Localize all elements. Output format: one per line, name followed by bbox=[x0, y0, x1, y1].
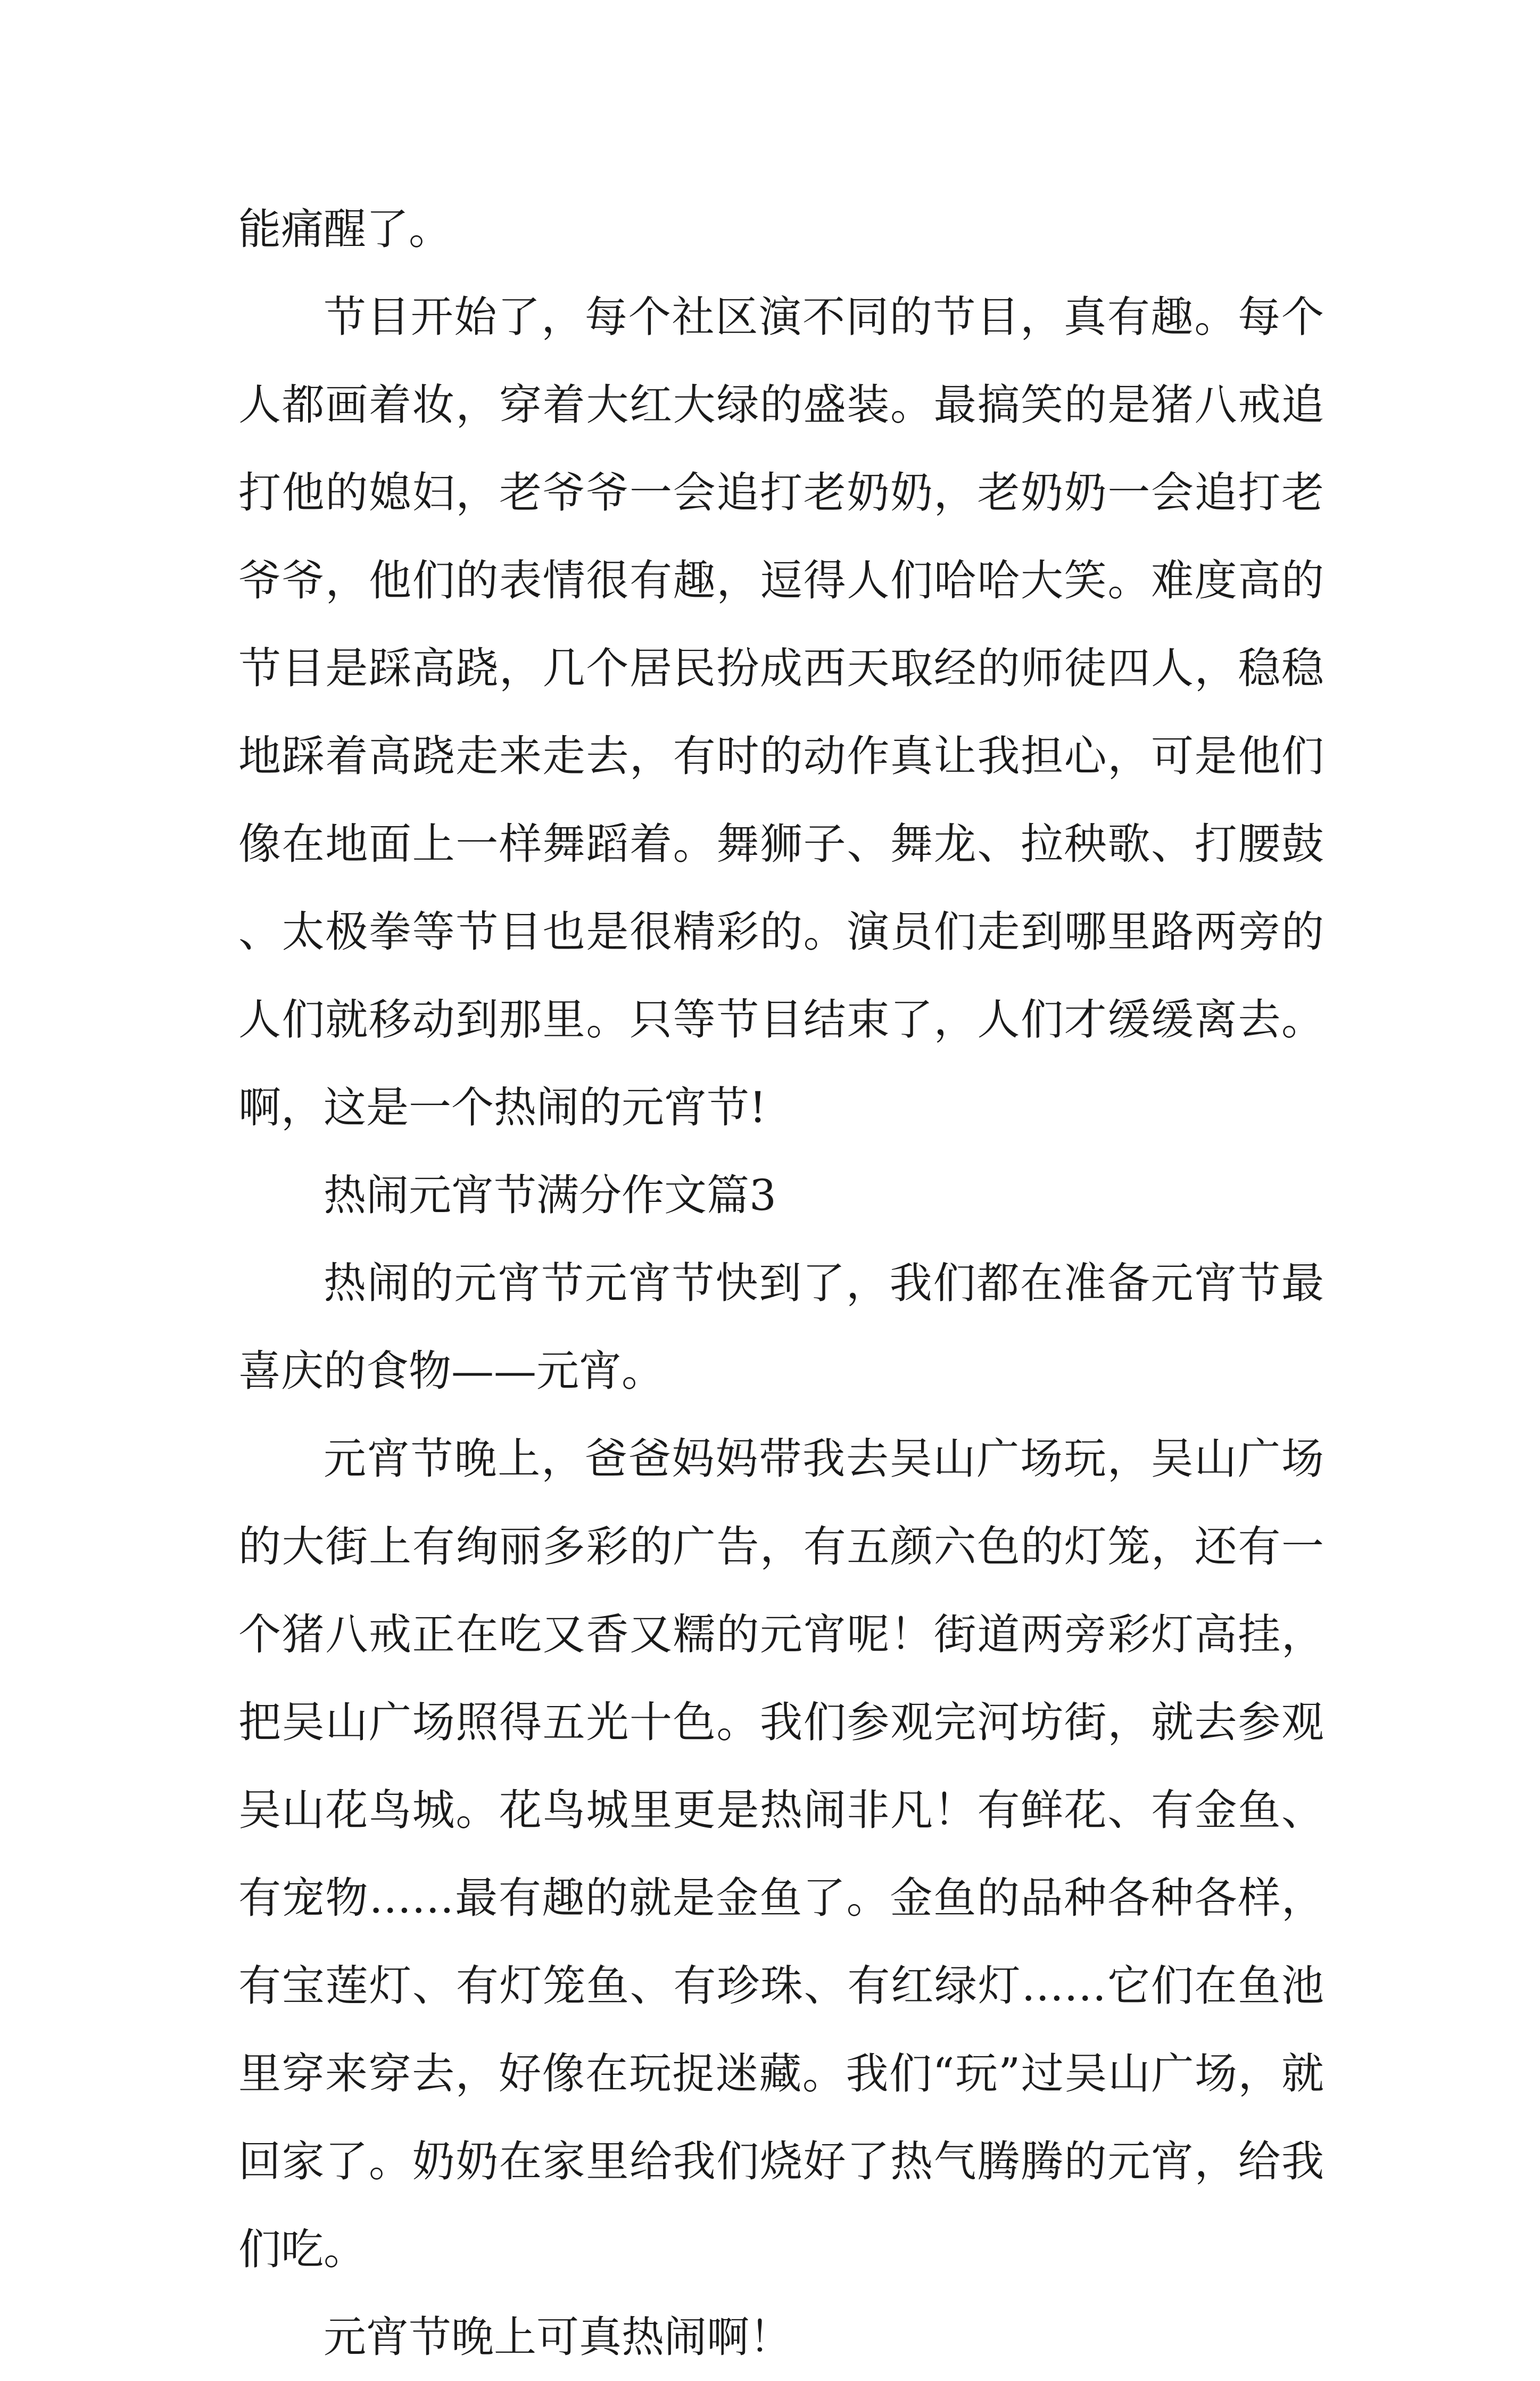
paragraph-evening: 元宵节晚上，爸爸妈妈带我去吴山广场玩，吴山广场的大街上有绚丽多彩的广告，有五颜六色的灯笼，还有一个猪八戒正在吃又香又糯的元宵呢！街道两旁彩灯高挂，把吴山广场照得五光十色。我们参观完河坊街，就去参观吴山花鸟城。花鸟城里更是热闹非凡！有鲜花、有金鱼、有宠物……最有趣的就是金鱼了。金鱼的品种各种各样，有宝莲灯、有灯笼鱼、有珍珠、有红绿灯……它们在鱼池里穿来穿去，好像在玩捉迷藏。我们“玩”过吴山广场，就回家了。奶奶在家里给我们烧好了热气腾腾的元宵，给我们吃。 bbox=[238, 1434, 1324, 2274]
paragraph-intro: 热闹的元宵节元宵节快到了，我们都在准备元宵节最喜庆的食物——元宵。 bbox=[238, 1258, 1324, 1396]
section-heading: 热闹元宵节满分作文篇3 bbox=[324, 1171, 776, 1220]
document-body bbox=[238, 185, 1324, 2381]
paragraph-performance: 节目开始了，每个社区演不同的节目，真有趣。每个人都画着妆，穿着大红大绿的盛装。最搞笑的是猪八戒追打他的媳妇，老爷爷一会追打老奶奶，老奶奶一会追打老爷爷，他们的表情很有趣，逗得人们哈哈大笑。难度高的节目是踩高跷，几个居民扮成西天取经的师徒四人，稳稳地踩着高跷走来走去，有时的动作真让我担心，可是他们像在地面上一样舞蹈着。舞狮子、舞龙、拉秧歌、打腰鼓、太极拳等节目也是很精彩的。演员们走到哪里路两旁的人们就移动到那里。只等节目结束了，人们才缓缓离去。啊，这是一个热闹的元宵节! bbox=[238, 292, 1324, 1132]
paragraph-continuation: 能痛醒了。 bbox=[238, 204, 451, 254]
paragraph-closing: 元宵节晚上可真热闹啊！ bbox=[324, 2312, 792, 2362]
